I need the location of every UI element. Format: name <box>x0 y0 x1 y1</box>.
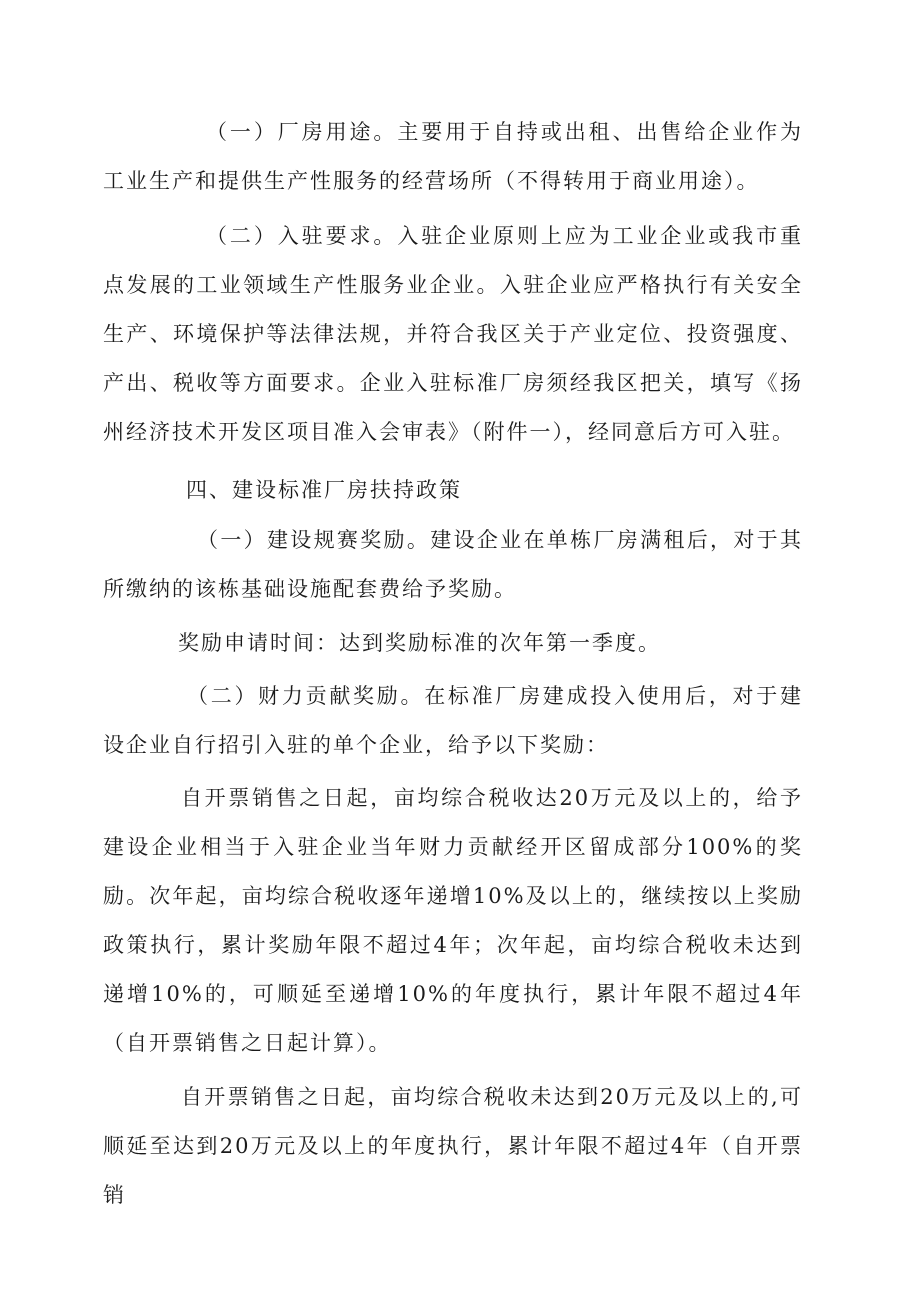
paragraph-factory-use: （一）厂房用途。主要用于自持或出租、出售给企业作为工业生产和提供生产性服务的经营场所（不得转用于商业用途）。 <box>103 120 803 193</box>
paragraph-entry-requirements: （二）入驻要求。入驻企业原则上应为工业企业或我市重点发展的工业领域生产性服务业企业。入驻企业应严格执行有关安全生产、环境保护等法律法规，并符合我区关于产业定位、投资强度、产出、税收等方面要求。企业入驻标准厂房须经我区把关，填写《扬州经济技术开发区项目准入会审表》（附件一），经同意后方可入驻。 <box>103 224 803 444</box>
paragraph-fiscal-contribution-reward: （二）财力贡献奖励。在标准厂房建成投入使用后，对于建设企业自行招引入驻的单个企业，给予以下奖励： <box>103 684 803 757</box>
paragraph-construction-reward: （一）建设规赛奖励。建设企业在单栋厂房满租后，对于其所缴纳的该栋基础设施配套费给予奖励。 <box>103 528 803 601</box>
paragraph-application-time: 奖励申请时间：达到奖励标准的次年第一季度。 <box>178 631 661 655</box>
paragraph-tax-threshold-reward: 自开票销售之日起，亩均综合税收达20万元及以上的，给予建设企业相当于入驻企业当年财力贡献经开区留成部分100%的奖励。次年起，亩均综合税收逐年递增10%及以上的，继续按以上奖励政策执行，累计奖励年限不超过4年；次年起，亩均综合税收未达到递增10%的，可顺延至递增10%的年度执行，累计年限不超过4年（自开票销售之日起计算）。 <box>103 786 803 1055</box>
section-heading-support-policy: 四、建设标准厂房扶持政策 <box>186 478 462 502</box>
paragraph-tax-below-threshold: 自开票销售之日起，亩均综合税收未达到20万元及以上的,可顺延至达到20万元及以上的年度执行，累计年限不超过4年（自开票销 <box>103 1085 803 1207</box>
